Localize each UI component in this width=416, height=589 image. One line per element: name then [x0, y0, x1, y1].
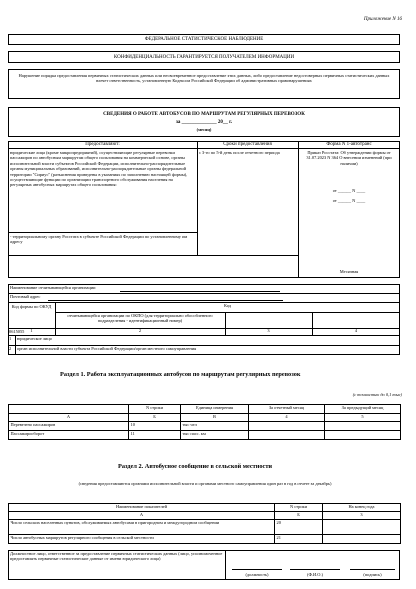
section1-header-row: [9, 405, 401, 414]
fed-obs-text: ФЕДЕРАЛЬНОЕ СТАТИСТИЧЕСКОЕ НАБЛЮДЕНИЕ: [144, 37, 264, 42]
s2-h2: На конец года: [323, 504, 401, 512]
org-name-label: Наименование отчитывающейся организации: [10, 285, 96, 290]
section1-title: Раздел 1. Работа эксплуатационных автобусов по маршрутам регулярных перевозок: [60, 371, 301, 378]
order-text: Приказ Росстата: Об утверждении формы от 31.07.2023 N 364 О внесении изменений (при наличии): [306, 150, 392, 166]
fio-line[interactable]: [290, 569, 340, 570]
s1-h3: За отчетный месяц: [249, 405, 325, 414]
okpo-header: отчитывающейся организации по ОКПО (для территориально обособленного подразделения - идентификационный номер): [67, 313, 213, 324]
section2-header-row: [9, 504, 401, 512]
position-line[interactable]: [232, 569, 282, 570]
confidential-text: КОНФИДЕНЦИАЛЬНОСТЬ ГАРАНТИРУЕТСЯ ПОЛУЧАТЕЛЕМ ИНФОРМАЦИИ: [113, 55, 295, 60]
s2-h1: N строки: [275, 504, 323, 512]
org-address-label: Почтовый адрес: [10, 294, 41, 299]
divider: [225, 550, 226, 580]
s1-r0-label: Перевезено пассажиров: [9, 422, 129, 431]
s2-r0-value[interactable]: [323, 520, 401, 535]
org-name-underline: [120, 291, 280, 292]
table-row: [9, 422, 401, 431]
s1-h0: [9, 405, 129, 414]
sign-line[interactable]: [350, 569, 395, 570]
confidential-box: [8, 51, 400, 63]
section1-precision: (с точностью до 0,1 тыс): [352, 392, 402, 397]
col-num-4: 4: [354, 328, 358, 333]
section2-title: Раздел 2. Автобусное сообщение в сельской местности: [118, 463, 273, 470]
violation-box: [8, 69, 400, 99]
form-number-header: Форма N 1-автотранс: [326, 142, 372, 147]
s2-r1-num: 21: [275, 535, 323, 544]
org-address-underline: [48, 300, 283, 301]
order-date-2: от ______ N ____: [332, 198, 366, 203]
signature-text: Должностное лицо, ответственное за предоставление первичных статистических данных (лицо, уполномоченное предоставлять первичные статистические данные от имени юридического лица): [10, 551, 223, 562]
s2-l2: 3: [323, 512, 401, 520]
s2-h0: Наименование показателей: [9, 504, 275, 512]
divider: [8, 255, 298, 256]
code-header: Код: [223, 303, 231, 308]
s1-l3: 4: [249, 414, 325, 422]
section2-letters-row: [9, 512, 401, 520]
okud-header: Код формы по ОКУД: [11, 304, 52, 309]
row2-num: 2: [9, 346, 12, 351]
s1-r0-previous[interactable]: [325, 422, 401, 431]
s1-h4: За предыдущий месяц: [325, 405, 401, 414]
col-num-3: 3: [267, 328, 270, 333]
row2-text: орган исполнительной власти субъекта Российской Федерации/орган местного самоуправления: [17, 346, 197, 351]
appendix-label: Приложение N 16: [363, 17, 402, 22]
violation-text: Нарушение порядка предоставления первичных статистических данных или несвоевременное предоставление этих данных, либо предоставление недостоверных первичных статистических данных влечет ответственность, установленную Кодексом Российской Федерации об административных правонарушениях: [18, 73, 390, 84]
s1-r1-num: 11: [129, 431, 181, 440]
s1-l0: А: [9, 414, 129, 422]
order-date-1: от ______ N ____: [332, 188, 366, 193]
section2-note: (сведения предоставляются органами исполнительной власти и органами местного самоуправления один раз в год в отчете за декабрь): [78, 481, 332, 486]
s1-r1-current[interactable]: [249, 431, 325, 440]
section1-letters-row: [9, 414, 401, 422]
deadline-text: с 3-го по 5-й день после отчетного периода: [199, 150, 280, 155]
sign-label: (подпись): [363, 572, 382, 577]
s1-h2: Единица измерения: [181, 405, 249, 414]
table-row: [9, 535, 401, 544]
s1-h1: N строки: [129, 405, 181, 414]
s1-r0-unit: тыс чел: [181, 422, 249, 431]
s2-r0-label: Число сельских населенных пунктов, обслуживаемых автобусами в пригородном и междугородном сообщении: [9, 520, 275, 535]
col-num-2: 2: [138, 328, 142, 333]
provide-header: Предоставляют:: [85, 142, 120, 147]
position-label: (должность): [245, 572, 269, 577]
s1-r1-unit: тыс пасс. км: [181, 431, 249, 440]
s2-r1-value[interactable]: [323, 535, 401, 544]
table-row: [9, 520, 401, 535]
row1-text: юридическое лицо: [17, 336, 52, 341]
s1-l1: Б: [129, 414, 181, 422]
s1-r0-num: 10: [129, 422, 181, 431]
rosstat-text: - территориальному органу Росстата в субъекте Российской Федерации по установленному им адресу: [10, 234, 188, 245]
s1-r1-label: Пассажирооборот: [9, 431, 129, 440]
respondents-text: юридические лица (кроме микропредприятий), осуществляющие регулярные перевозки пассажиров по автобусным маршрутам общего пользования на коммерческой основе, органы исполнительной власти субъектов Российской Федерации, исполнительно-распорядительные органы муниципальных образований, исполнительно-распорядительные органы федеральной территории "Сириус" (разъяснения приведены в указаниях по заполнению настоящей формы), осуществляющие функции по организации транспортного обслуживания населения на регулярных автобусных маршрутах общего пользования:: [10, 150, 188, 188]
okud-code: 0615055: [9, 329, 25, 334]
title-month: (месяц): [196, 127, 212, 133]
s1-l2: В: [181, 414, 249, 422]
s1-r1-previous[interactable]: [325, 431, 401, 440]
fed-obs-box: [8, 34, 400, 45]
section1-table: [8, 404, 401, 440]
s2-r0-num: 20: [275, 520, 323, 535]
deadline-header: Сроки предоставления: [223, 142, 272, 147]
periodicity-text: Месячная: [339, 269, 359, 274]
table-row: [9, 431, 401, 440]
s1-l4: 5: [325, 414, 401, 422]
s2-r1-label: Число автобусных маршрутов регулярного сообщения в сельской местности: [9, 535, 275, 544]
section2-table: [8, 503, 401, 544]
s1-r0-current[interactable]: [249, 422, 325, 431]
title-period: за ______________ 20__ г.: [175, 120, 233, 126]
title-box: [8, 107, 400, 137]
title-main: СВЕДЕНИЯ О РАБОТЕ АВТОБУСОВ ПО МАРШРУТАМ РЕГУЛЯРНЫХ ПЕРЕВОЗОК: [103, 112, 305, 117]
s2-l0: А: [9, 512, 275, 520]
s2-l1: Б: [275, 512, 323, 520]
row1-num: 1: [9, 336, 12, 341]
fio-label: (Ф.И.О.): [306, 572, 324, 577]
col-num-1: 1: [30, 328, 33, 333]
